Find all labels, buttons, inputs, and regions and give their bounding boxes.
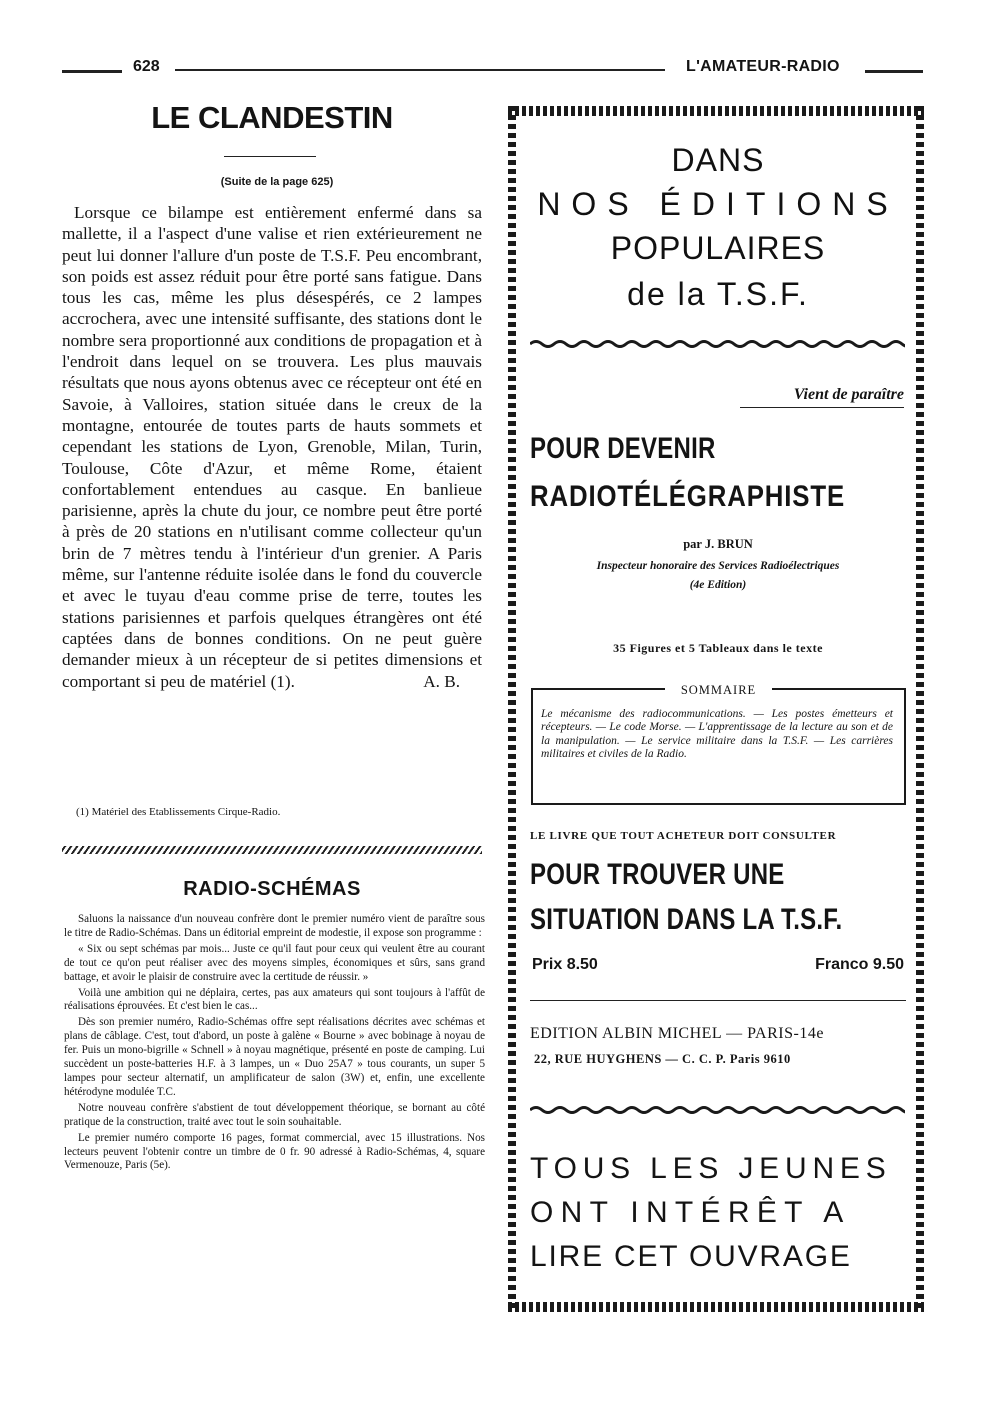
header-rule-left <box>62 70 122 73</box>
paragraph: Le premier numéro comporte 16 pages, format commercial, avec 15 illustrations. Nos lecteurs peuvent l'obtenir contre un timbre de 0 fr. 90 adressé à Radio-Schémas, 4, square Vermenouze, Paris (5e). <box>64 1131 485 1172</box>
ad-heading-line: DANS <box>671 142 765 178</box>
header-rule-middle <box>175 69 665 71</box>
continued-note: (Suite de la page 625) <box>220 176 334 188</box>
closing-line: LIRE CET OUVRAGE <box>530 1240 852 1273</box>
author-title: Inspecteur honoraire des Services Radioélectriques <box>596 560 840 572</box>
book-title-line: POUR DEVENIR <box>530 432 716 465</box>
section-divider <box>62 846 482 854</box>
frame-top-border <box>508 106 924 116</box>
signature: A. B. <box>423 671 460 691</box>
publisher: EDITION ALBIN MICHEL — PARIS-14e <box>530 1025 824 1042</box>
paragraph: Saluons la naissance d'un nouveau confrère dont le premier numéro vient de paraître sous le titre de Radio-Schémas. Dans un éditorial empreint de modestie, il expose son programme : <box>64 913 485 939</box>
must-read-line: LE LIVRE QUE TOUT ACHETEUR DOIT CONSULTER <box>530 830 837 842</box>
footnote: (1) Matériel des Etablissements Cirque-Radio. <box>76 806 281 818</box>
address: 22, RUE HUYGHENS — C. C. P. Paris 9610 <box>534 1052 791 1066</box>
ad-heading-line: NOS ÉDITIONS <box>537 186 899 222</box>
price-rule <box>530 1000 906 1001</box>
new-release-underline <box>740 407 904 408</box>
summary-title-text: SOMMAIRE <box>665 683 772 697</box>
journal-title: L'AMATEUR-RADIO <box>686 58 840 75</box>
paragraph: Notre nouveau confrère s'abstient de tout développement théorique, se bornant au côté pratique de la construction, traité avec tout le soin souhaitable. <box>64 1101 485 1128</box>
closing-line: TOUS LES JEUNES <box>530 1152 892 1185</box>
second-title-line: POUR TROUVER UNE <box>530 858 785 891</box>
paragraph: Voilà une ambition qui ne déplaira, certes, pas aux amateurs qui sont toujours à l'affût de réalisations éprouvées. Et c'est bien le cas... <box>64 986 485 1013</box>
second-title-line: SITUATION DANS LA T.S.F. <box>530 903 843 936</box>
page-number: 628 <box>133 58 160 75</box>
price: Prix 8.50 <box>532 956 598 973</box>
article-body <box>62 202 482 692</box>
paragraph: Dès son premier numéro, Radio-Schémas offre sept réalisations décrites avec schémas et plans de câblage. C'est, tout d'abord, un poste à galène « Bourne » avec bobinage à noyau de fer. Puis un mono-bigrille « Schnell » à noyau magnétique, présenté en poste de camping. Lui succèdent un poste-batteries H.F. à 3 lampes, un « Duo 25A7 » tous courants, un super 5 lampes pour secteur alternatif, un amplificateur de salon (3W) et, enfin, une excellente hétérodyne modulée T.C. <box>64 1016 485 1098</box>
summary-text: Le mécanisme des radiocommunications. — Les postes émetteurs et récepteurs. — Le code Morse. — L'apprentissage de la lecture au son et de la manipulation. — Le service militaire dans la T.S.F. — Les carrières militaires et civiles de la Radio. <box>541 708 893 760</box>
header-rule-right <box>865 70 923 73</box>
frame-right-border <box>916 106 924 1312</box>
ad-heading-line: de la T.S.F. <box>627 276 809 312</box>
book-title-line: RADIOTÉLÉGRAPHISTE <box>530 480 846 513</box>
edition-note: (4e Edition) <box>689 579 747 591</box>
article-text: Lorsque ce bilampe est entièrement enfermé dans sa mallette, il a l'aspect d'une valise et rien extérieurement ne peut lui donner l'allure d'un poste de T.S.F. Peu encombrant, son poids est assez réduit pour être porté sans fatigue. Dans tous les cas, même les plus désespérés, ce 2 lampes accrochera, avec une intensité suffisante, des stations dont le nombre sera proportionné aux conditions de propagation et à l'endroit dans lequel on se trouvera. Les plus mauvais résultats que nous ayons obtenus avec ce récepteur ont été en Savoie, à Valloires, station située dans le creux de la montagne, entourée de toutes parts de hauts sommets et cependant les stations de Lyon, Grenoble, Milan, Turin, Toulouse, Côte d'Azur, et même Rome, étaient confortablement entendues au casque. En banlieue parisienne, après la chute du jour, ce nombre peut être porté à près de 20 stations en n'utilisant comme collecteur qu'un brin de 7 mètres tendu à l'intérieur d'un grenier. A Paris même, sur l'antenne réduite isolée dans le fond du couvercle et avec le tuyau d'eau comme prise de terre, toutes les stations parisiennes et parfois quelques étrangères ont été captées dans de bonnes conditions. On ne peut guère demander mieux à un récepteur de si petites dimensions et comportant si peu de matériel (1). <box>62 203 482 691</box>
wavy-divider <box>530 1104 905 1116</box>
paragraph: « Six ou sept schémas par mois... Juste ce qu'il faut pour ceux qui veulent être au courant de tout ce qu'on peut réaliser avec des moyens simples, économiques et sûrs, sans grand battage, et avoir le plaisir de construire avec la certitude de réussir. » <box>64 942 485 983</box>
article-title: LE CLANDESTIN <box>151 100 393 135</box>
frame-bottom-border <box>508 1302 924 1312</box>
closing-line: ONT INTÉRÊT A <box>530 1196 851 1229</box>
ad-heading-line: POPULAIRES <box>610 230 826 266</box>
new-release-label: Vient de paraître <box>793 386 904 403</box>
section-title: RADIO-SCHÉMAS <box>183 878 361 900</box>
section-body <box>64 913 485 1175</box>
title-underline <box>224 156 316 157</box>
author: par J. BRUN <box>683 537 753 551</box>
frame-left-border <box>508 106 516 1312</box>
franco-price: Franco 9.50 <box>815 956 904 973</box>
summary-title <box>531 683 906 698</box>
figures-note: 35 Figures et 5 Tableaux dans le texte <box>613 641 823 655</box>
wavy-divider <box>530 338 905 350</box>
